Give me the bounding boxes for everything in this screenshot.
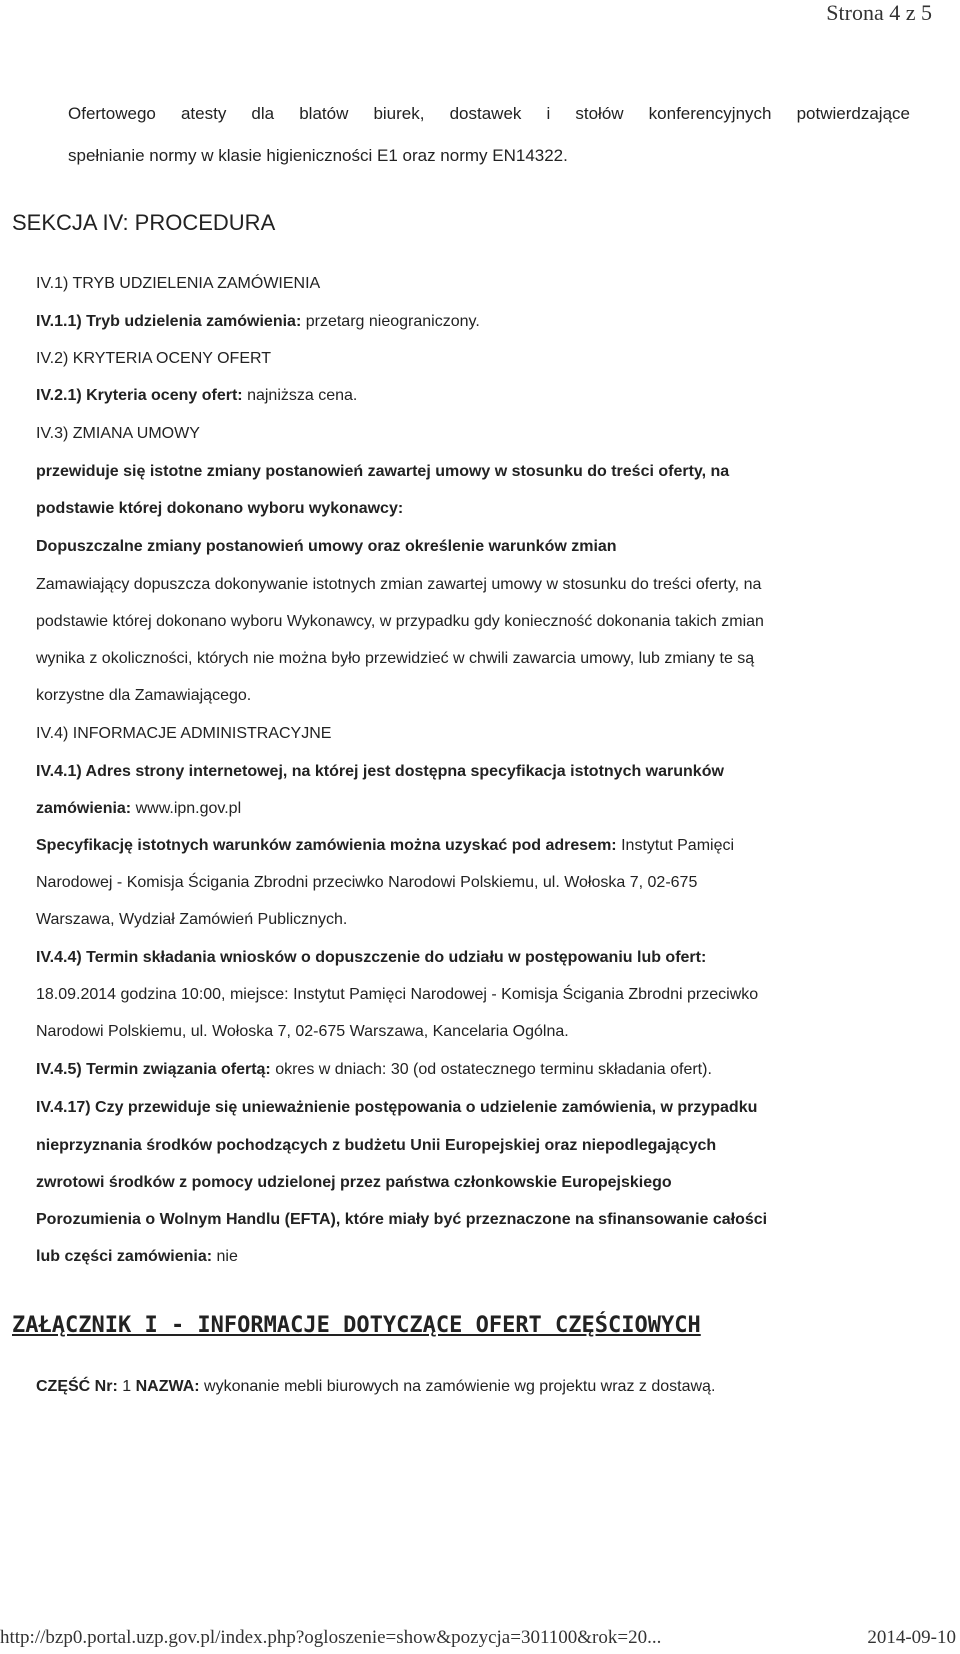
part-number: 1 <box>122 1378 132 1395</box>
footer-date: 2014-09-10 <box>867 1627 956 1648</box>
iv11-label: IV.1.1) Tryb udzielenia zamówienia: <box>36 313 302 330</box>
iv21-value: najniższa cena. <box>247 387 358 404</box>
iv417-line-4: Porozumienia o Wolnym Handlu (EFTA), które miały być przeznaczone na sfinansowanie całości <box>36 1211 768 1228</box>
iv3-line-6: wynika z okoliczności, których nie można było przewidzieć w chwili zawarcia umowy, lub zmiany te są <box>36 650 755 667</box>
iv3-line-4: Zamawiający dopuszcza dokonywanie istotnych zmian zawartej umowy w stosunku do treści oferty, na <box>36 576 762 593</box>
iv417-label: lub części zamówienia: <box>36 1248 213 1265</box>
iv2-heading: IV.2) KRYTERIA OCENY OFERT <box>36 350 272 367</box>
iv45-line <box>36 1060 712 1079</box>
iv1-heading: IV.1) TRYB UDZIELENIA ZAMÓWIENIA <box>36 275 321 292</box>
footer-url: http://bzp0.portal.uzp.gov.pl/index.php?ogloszenie=show&pozycja=301100&rok=20... <box>0 1627 662 1648</box>
iv11-line <box>36 312 480 331</box>
iv44-line-2: 18.09.2014 godzina 10:00, miejsce: Instytut Pamięci Narodowej - Komisja Ścigania Zbrodni przeciwko <box>36 986 759 1003</box>
part-label: CZĘŚĆ Nr: <box>36 1378 118 1395</box>
iv4-heading: IV.4) INFORMACJE ADMINISTRACYJNE <box>36 725 332 742</box>
iv41-label: zamówienia: <box>36 800 132 817</box>
iv3-heading: IV.3) ZMIANA UMOWY <box>36 425 200 442</box>
spec-label: Specyfikację istotnych warunków zamówienia można uzyskać pod adresem: <box>36 837 617 854</box>
iv44-line-1: IV.4.4) Termin składania wniosków o dopuszczenie do udziału w postępowaniu lub ofert: <box>36 949 707 966</box>
iv44-line-3: Narodowi Polskiemu, ul. Wołoska 7, 02-675 Warszawa, Kancelaria Ogólna. <box>36 1023 569 1040</box>
annex-part-line <box>36 1377 715 1396</box>
intro-line-1: Ofertowego atesty dla blatów biurek, dostawek i stołów konferencyjnych potwierdzające <box>68 104 910 123</box>
iv3-line-1: przewiduje się istotne zmiany postanowień zawartej umowy w stosunku do treści oferty, na <box>36 463 730 480</box>
spec-value: Instytut Pamięci <box>621 837 735 854</box>
annex-title: ZAŁĄCZNIK I - INFORMACJE DOTYCZĄCE OFERT CZĘŚCIOWYCH <box>12 1313 701 1338</box>
spec-line-2: Narodowej - Komisja Ścigania Zbrodni przeciwko Narodowi Polskiemu, ul. Wołoska 7, 02-675 <box>36 874 698 891</box>
iv3-line-7: korzystne dla Zamawiającego. <box>36 687 252 704</box>
iv41-url: www.ipn.gov.pl <box>135 800 242 817</box>
iv45-value: okres w dniach: 30 (od ostatecznego terminu składania ofert). <box>275 1061 712 1078</box>
iv41-line-2 <box>36 799 241 818</box>
iv3-line-2: podstawie której dokonano wyboru wykonawcy: <box>36 500 404 517</box>
page-footer <box>0 1627 960 1649</box>
iv21-label: IV.2.1) Kryteria oceny ofert: <box>36 387 243 404</box>
iv417-line-2: nieprzyznania środków pochodzących z budżetu Unii Europejskiej oraz niepodlegających <box>36 1137 717 1154</box>
page-number: Strona 4 z 5 <box>826 0 932 25</box>
section-title: SEKCJA IV: PROCEDURA <box>12 210 276 235</box>
iv41-line-1: IV.4.1) Adres strony internetowej, na której jest dostępna specyfikacja istotnych warunków <box>36 763 724 780</box>
iv417-line-1: IV.4.17) Czy przewiduje się unieważnienie postępowania o udzielenie zamówienia, w przypadku <box>36 1099 758 1116</box>
iv417-line-5 <box>36 1247 238 1266</box>
iv3-line-3: Dopuszczalne zmiany postanowień umowy oraz określenie warunków zmian <box>36 538 617 555</box>
iv45-label: IV.4.5) Termin związania ofertą: <box>36 1061 271 1078</box>
iv21-line <box>36 386 357 405</box>
iv3-line-5: podstawie której dokonano wyboru Wykonawcy, w przypadku gdy konieczność dokonania takich zmian <box>36 613 764 630</box>
iv11-value: przetarg nieograniczony. <box>305 313 480 330</box>
name-value: wykonanie mebli biurowych na zamówienie wg projektu wraz z dostawą. <box>204 1378 716 1395</box>
spec-line-1 <box>36 836 734 855</box>
iv417-value: nie <box>216 1248 238 1265</box>
name-label: NAZWA: <box>135 1378 200 1395</box>
iv417-line-3: zwrotowi środków z pomocy udzielonej przez państwa członkowskie Europejskiego <box>36 1174 672 1191</box>
spec-line-3: Warszawa, Wydział Zamówień Publicznych. <box>36 911 348 928</box>
intro-line-2: spełnianie normy w klasie higieniczności E1 oraz normy EN14322. <box>68 146 568 165</box>
